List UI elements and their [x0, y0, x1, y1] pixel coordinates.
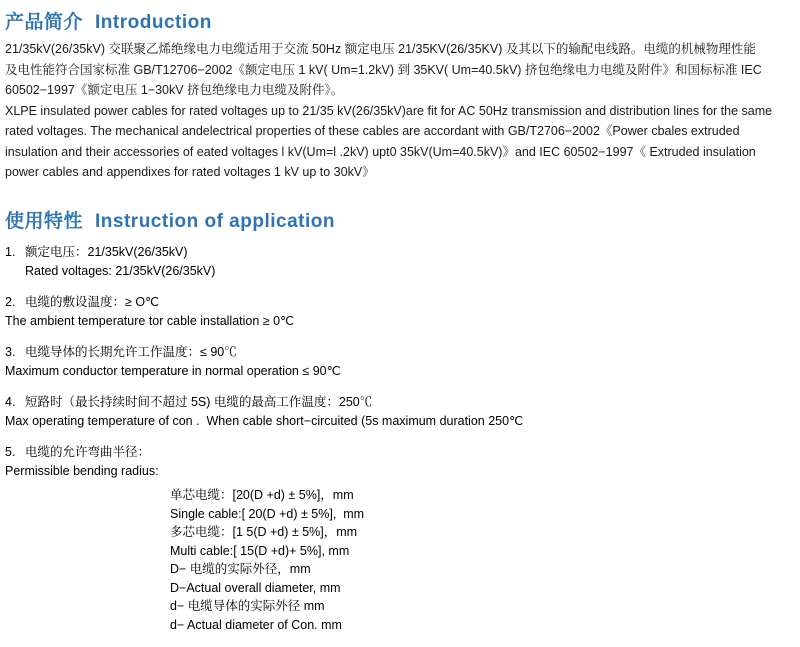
- item-number: 1.: [5, 245, 16, 259]
- introduction-body: [5, 40, 797, 184]
- list-item: [5, 443, 785, 634]
- list-item: [5, 293, 785, 330]
- radius-line: 单芯电缆：[20(D +d) ± 5%]，mm: [170, 488, 354, 502]
- item-number: 2.: [5, 295, 16, 309]
- intro-en-line-2: rated voltages. The mechanical andelectrical properties of these cables are accordant with GB/T2706−2002《Power cbales extruded: [5, 124, 740, 138]
- introduction-heading-en: Introduction: [95, 12, 212, 33]
- list-item: [5, 243, 785, 280]
- item-text-cn: 电缆导体的长期允许工作温度：≤ 90℃: [25, 345, 237, 359]
- item-text-en: Permissible bending radius:: [5, 463, 159, 478]
- introduction-heading-cn: 产品简介: [5, 12, 84, 33]
- list-item: [5, 343, 785, 380]
- radius-line: D−Actual overall diameter, mm: [170, 580, 341, 595]
- introduction-heading: [5, 7, 212, 34]
- item-number: 3.: [5, 345, 16, 359]
- radius-line: d− 电缆导体的实际外径 mm: [170, 599, 325, 613]
- intro-cn-line-3: 60502−1997《额定电压 1−30kV 挤包绝缘电力电缆及附件》。: [5, 83, 344, 97]
- radius-line: 多芯电缆：[1 5(D +d) ± 5%]，mm: [170, 525, 358, 539]
- item-text-cn: 额定电压：21/35kV(26/35kV): [25, 245, 188, 259]
- item-text-en: Rated voltages: 21/35kV(26/35kV): [25, 263, 216, 278]
- item-text-en: The ambient temperature tor cable installation ≥ 0℃: [5, 313, 295, 328]
- radius-line: Multi cable:[ 15(D +d)+ 5%], mm: [170, 543, 350, 558]
- intro-cn-line-1: 21/35kV(26/35kV) 交联聚乙烯绝缘电力电缆适用于交流 50Hz 额定电压 21/35KV(26/35KV) 及其以下的输配电线路。电缆的机械物理性能: [5, 42, 756, 56]
- bending-radius-block: [5, 486, 785, 634]
- radius-line: D− 电缆的实际外径，mm: [170, 562, 311, 576]
- intro-en-line-1: XLPE insulated power cables for rated voltages up to 21/35 kV(26/35kV)are fit for AC 50Hz transmission and distribution lines for the same: [5, 103, 773, 118]
- usage-item-list: [5, 243, 785, 647]
- intro-cn-line-2: 及电性能符合国家标准 GB/T12706−2002《额定电压 1 kV( Um=1.2kV) 到 35KV( Um=40.5kV) 挤包绝缘电力电缆及附件》和国标标准 IEC: [5, 62, 762, 77]
- radius-line: d− Actual diameter of Con. mm: [170, 617, 342, 632]
- radius-line: Single cable:[ 20(D +d) ± 5%], mm: [170, 506, 365, 521]
- item-text-en: Max operating temperature of con . When cable short−circuited (5s maximum duration 250℃: [5, 413, 524, 428]
- item-number: 5.: [5, 445, 16, 459]
- list-item: [5, 393, 785, 430]
- intro-en-line-3: insulation and their accessories of eated voltages l kV(Um=l .2kV) upt0 35kV(Um=40.5kV)》and IEC 60502−1997《 Extruded insulation: [5, 144, 756, 159]
- item-text-cn: 电缆的允许弯曲半径：: [25, 445, 151, 459]
- item-text-cn: 电缆的敷设温度：≥ O℃: [25, 295, 160, 309]
- item-number: 4.: [5, 395, 16, 409]
- usage-heading: [5, 206, 335, 233]
- item-text-cn: 短路时（最长持续时间不超过 5S) 电缆的最高工作温度：250℃: [25, 395, 373, 409]
- intro-en-line-4: power cables and appendixes for rated voltages 1 kV up to 30kV》: [5, 165, 375, 179]
- item-text-en: Maximum conductor temperature in normal operation ≤ 90℃: [5, 363, 341, 378]
- usage-heading-cn: 使用特性: [5, 211, 84, 232]
- usage-heading-en: Instruction of application: [95, 211, 335, 232]
